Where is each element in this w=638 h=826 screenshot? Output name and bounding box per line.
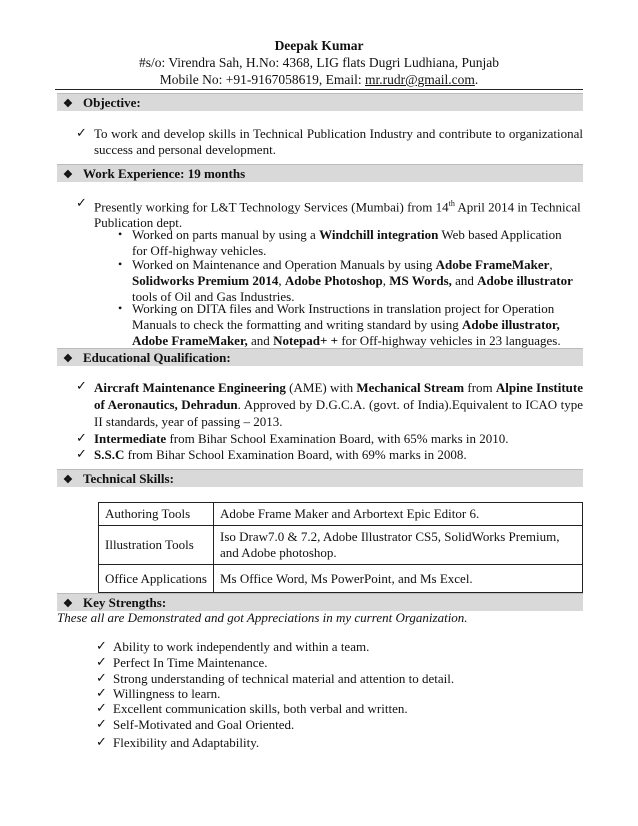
checkmark-icon: ✓ — [96, 734, 107, 749]
education-item: Intermediate from Bihar School Examination Board, with 65% marks in 2010. — [94, 431, 509, 446]
section-work-experience: ❖ Work Experience: 19 months — [57, 164, 583, 182]
table-cell-value: Adobe Frame Maker and Arbortext Epic Editor 6. — [214, 503, 583, 526]
list-item: Flexibility and Adaptability. — [113, 735, 260, 750]
education-item: S.S.C from Bihar School Examination Board, with 69% marks in 2008. — [94, 447, 467, 462]
header-divider — [55, 89, 583, 90]
experience-main: Presently working for L&T Technology Services (Mumbai) from 14th April 2014 in Technical Publication dept. — [94, 199, 581, 231]
checkmark-icon: ✓ — [96, 716, 107, 731]
checkmark-icon: ✓ — [76, 430, 87, 445]
section-key-strengths: ❖ Key Strengths: — [57, 593, 583, 611]
diamond-bullet-icon: ❖ — [63, 169, 73, 181]
list-item: Strong understanding of technical material and attention to detail. — [113, 671, 455, 686]
address: #s/o: Virendra Sah, H.No: 4368, LIG flats Dugri Ludhiana, Punjab — [138, 55, 499, 70]
checkmark-icon: ✓ — [96, 685, 107, 700]
checkmark-icon: ✓ — [76, 446, 87, 461]
table-row — [99, 526, 583, 565]
section-education: ❖ Educational Qualification: — [57, 348, 583, 366]
email-link[interactable]: mr.rudr@gmail.com — [364, 72, 475, 87]
list-item: Self-Motivated and Goal Oriented. — [113, 717, 295, 732]
section-technical-skills: ❖ Technical Skills: — [57, 469, 583, 487]
table-cell-value: Ms Office Word, Ms PowerPoint, and Ms Excel. — [214, 565, 583, 593]
table-cell-label: Authoring Tools — [99, 503, 214, 526]
experience-item: Worked on Maintenance and Operation Manuals by using Adobe FrameMaker, Solidworks Premium 2014, Adobe Photoshop, MS Words, and Adobe illustrator tools of Oil and Gas Industries. — [132, 257, 573, 304]
checkmark-icon: ✓ — [96, 670, 107, 685]
checkmark-icon: ✓ — [96, 654, 107, 669]
checkmark-icon: ✓ — [76, 378, 87, 393]
strengths-intro: These all are Demonstrated and got Appreciations in my current Organization. — [57, 610, 468, 625]
diamond-bullet-icon: ❖ — [63, 598, 73, 610]
table-cell-value: Iso Draw7.0 & 7.2, Adobe Illustrator CS5, SolidWorks Premium, and Adobe photoshop. — [214, 526, 583, 565]
bullet-dot-icon: • — [118, 257, 123, 271]
list-item: Perfect In Time Maintenance. — [113, 655, 268, 670]
bullet-dot-icon: • — [118, 227, 123, 241]
list-item: Ability to work independently and within a team. — [113, 639, 370, 654]
education-item: Aircraft Maintenance Engineering (AME) with Mechanical Stream from Alpine Institute of Aeronautics, Dehradun. Approved by D.G.C.A. (govt. of India).Equivalent to ICAO type II standards, year of passing – 2013. — [94, 380, 583, 429]
table-cell-label: Illustration Tools — [99, 526, 214, 565]
bullet-dot-icon: • — [118, 301, 123, 315]
experience-item: Working on DITA files and Work Instructions in translation project for Operation Manuals to check the formatting and writing standard by using Adobe illustrator, Adobe FrameMaker, and Notepad+ + for Off-highway vehicles in 23 languages. — [132, 301, 561, 348]
list-item: Excellent communication skills, both verbal and written. — [113, 701, 408, 716]
checkmark-icon: ✓ — [96, 638, 107, 653]
checkmark-icon: ✓ — [76, 195, 87, 210]
table-cell-label: Office Applications — [99, 565, 214, 593]
section-objective: ❖ Objective: — [57, 93, 583, 111]
contact-line: Mobile No: +91-9167058619, Email: mr.rudr@gmail.com. — [159, 72, 479, 87]
table-row — [99, 503, 583, 526]
objective-text: To work and develop skills in Technical Publication Industry and contribute to organizational success and personal development. — [94, 126, 583, 157]
checkmark-icon: ✓ — [76, 125, 87, 140]
table-row — [99, 565, 583, 593]
checkmark-icon: ✓ — [96, 700, 107, 715]
diamond-bullet-icon: ❖ — [63, 353, 73, 365]
experience-item: Worked on parts manual by using a Windchill integration Web based Application for Off-highway vehicles. — [132, 227, 562, 258]
candidate-name: Deepak Kumar — [274, 38, 364, 53]
list-item: Willingness to learn. — [113, 686, 221, 701]
diamond-bullet-icon: ❖ — [63, 474, 73, 486]
skills-table — [98, 502, 583, 593]
diamond-bullet-icon: ❖ — [63, 98, 73, 110]
